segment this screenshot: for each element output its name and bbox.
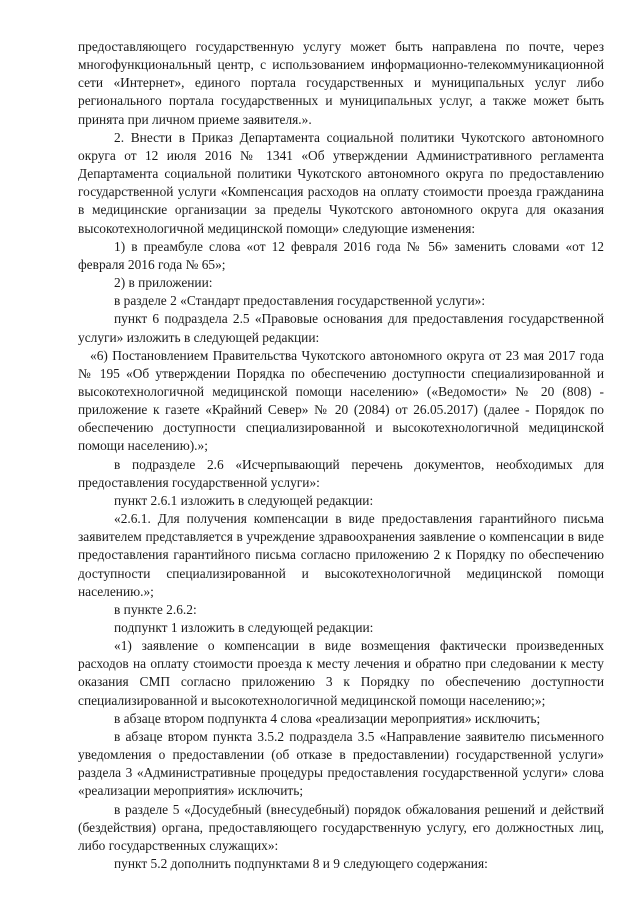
paragraph-17: пункт 5.2 дополнить подпунктами 8 и 9 следующего содержания: <box>114 856 488 872</box>
paragraph-1: предоставляющего государственную услугу может быть направлена по почте, через многофункциональный центр, с использованием информационно-телекоммуникационной сети «Интернет», единого портала государственных и муниципальных услуг либо регионального портала государственных и муниципальных услуг, а также может быть принята при личном приеме заявителя.». <box>78 39 604 127</box>
paragraph-16: в разделе 5 «Досудебный (внесудебный) порядок обжалования решений и действий (бездействия) органа, предоставляющего государственную услугу, его должностных лиц, либо государственных служащих»: <box>78 801 604 853</box>
paragraph-12: подпункт 1 изложить в следующей редакции: <box>114 620 374 635</box>
paragraph-4: 2) в приложении: <box>114 275 213 291</box>
paragraph-2: 2. Внести в Приказ Департамента социальной политики Чукотского автономного округа от 12 июля 2016 № 1341 «Об утверждении Административного регламента Департамента социальной политики Чукотского автономного округа по предоставлению государственной услуги «Компенсация расходов на оплату стоимости проезда гражданина в медицинские организации за пределы Чукотского автономного округа для оказания высокотехнологичной медицинской помощи» следующие изменения: <box>78 129 604 236</box>
paragraph-15: в абзаце втором пункта 3.5.2 подраздела 3.5 «Направление заявителю письменного уведомления о предоставлении (об отказе в предоставлении) государственной услуги» раздела 3 «Административные процедуры предоставления государственной услуги» слова «реализации мероприятия» исключить; <box>78 728 604 799</box>
paragraph-7: «6) Постановлением Правительства Чукотского автономного округа от 23 мая 2017 года № 195 «Об утверждении Порядка по обеспечению доступности специализированной и высокотехнологичной медицинской помощи населению» («Ведомости» № 20 (808) - приложение к газете «Крайний Север» № 20 (2084) от 26.05.2017) (далее - Порядок по обеспечению доступности специализированной и высокотехнологичной медицинской помощи населению).»; <box>78 347 604 454</box>
paragraph-10: «2.6.1. Для получения компенсации в виде предоставления гарантийного письма заявителем представляется в учреждение здравоохранения заявление о компенсации в виде предоставления гарантийного письма согласно приложению 2 к Порядку по обеспечению доступности специализированной и высокотехнологичной медицинской помощи населению.»; <box>78 511 604 599</box>
paragraph-14: в абзаце втором подпункта 4 слова «реализации мероприятия» исключить; <box>114 710 541 726</box>
paragraph-11: в пункте 2.6.2: <box>114 601 197 617</box>
paragraph-3: 1) в преамбуле слова «от 12 февраля 2016 года № 56» заменить словами «от 12 февраля 2016 года № 65»; <box>78 238 604 272</box>
paragraph-13: «1) заявление о компенсации в виде возмещения фактически произведенных расходов на оплату стоимости проезда к месту лечения и обратно при следовании к месту оказания СМП согласно приложению 3 к Порядку по обеспечению доступности специализированной и высокотехнологичной медицинской помощи населению;»; <box>78 638 604 708</box>
paragraph-6: пункт 6 подраздела 2.5 «Правовые основания для предоставления государственной услуги» изложить в следующей редакции: <box>78 311 604 345</box>
paragraph-9: пункт 2.6.1 изложить в следующей редакции: <box>114 492 374 508</box>
paragraph-8: в подразделе 2.6 «Исчерпывающий перечень документов, необходимых для предоставления государственной услуги»: <box>78 456 604 490</box>
document-page <box>78 38 604 873</box>
paragraph-5: в разделе 2 «Стандарт предоставления государственной услуги»: <box>114 293 486 309</box>
